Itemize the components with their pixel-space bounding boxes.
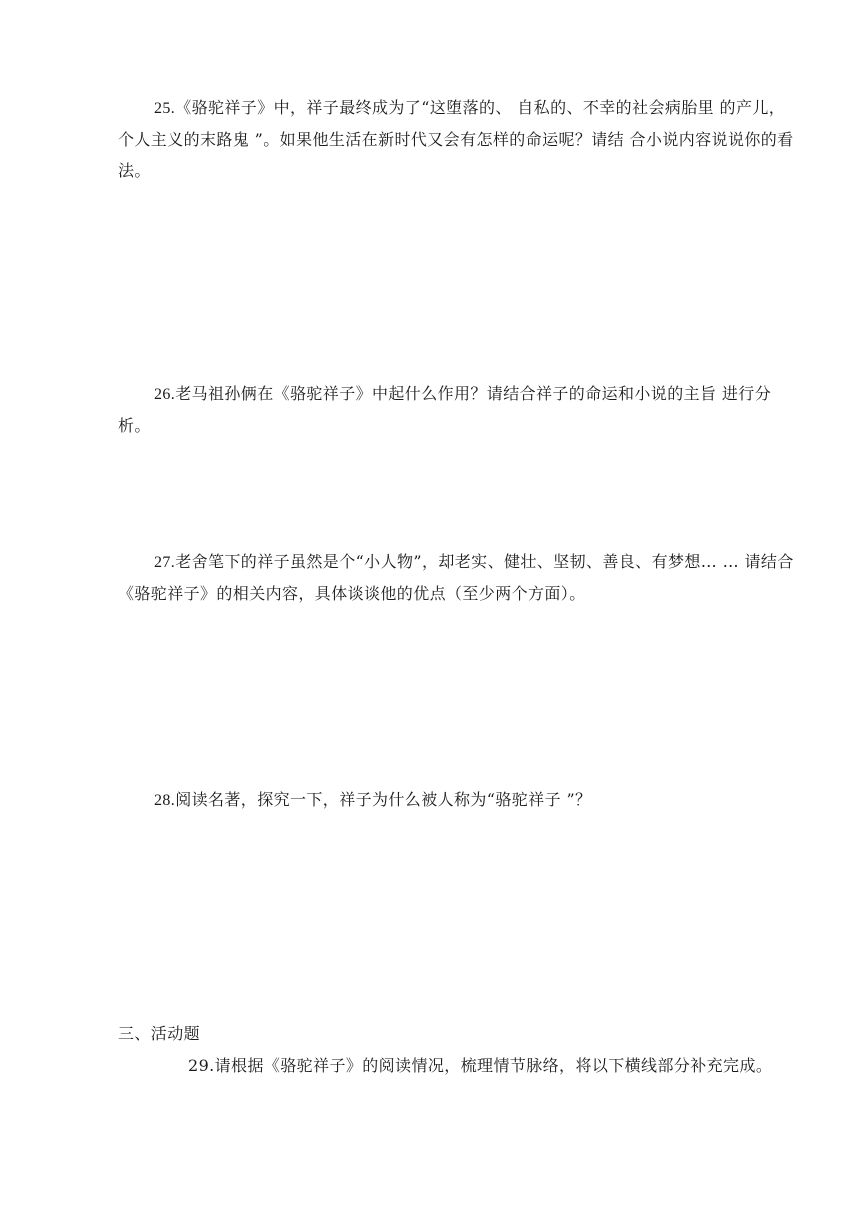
question-27-number: 27. (154, 554, 176, 571)
question-25-body (118, 92, 798, 186)
question-27-text: 老舍笔下的祥子虽然是个“小人物”，却老实、健壮、坚韧、善良、有梦想… … 请结合《骆驼祥子》的相关内容，具体谈谈他的优点（至少两个方面）。 (118, 552, 794, 603)
question-26-number: 26. (154, 386, 176, 403)
question-27 (118, 546, 798, 609)
question-25-text: 《骆驼祥子》中，祥子最终成为了“这堕落的、 自私的、不幸的社会病胎里 的产儿，个人主义的末路鬼 ”。如果他生活在新时代又会有怎样的命运呢？请结 合小说内容说说你的看法。 (118, 98, 794, 180)
question-27-body (118, 546, 798, 609)
question-29 (118, 1052, 808, 1080)
question-26-text: 老马祖孙俩在《骆驼祥子》中起什么作用？请结合祥子的命运和小说的主旨 进行分析。 (118, 384, 772, 435)
question-28 (118, 784, 798, 816)
question-28-number: 28. (154, 792, 176, 809)
question-25 (118, 92, 798, 186)
question-26-body (118, 378, 798, 441)
question-29-text: 请根据《骆驼祥子》的阅读情况，梳理情节脉络，将以下横线部分补充完成。 (214, 1056, 773, 1075)
question-25-number: 25. (154, 100, 176, 117)
question-28-body (118, 784, 798, 816)
question-26 (118, 378, 798, 441)
section-title: 三、活动题 (118, 1024, 201, 1043)
question-28-text: 阅读名著，探究一下，祥子为什么被人称为“骆驼祥子 ”？ (175, 790, 592, 809)
question-29-number: 29. (188, 1056, 215, 1075)
